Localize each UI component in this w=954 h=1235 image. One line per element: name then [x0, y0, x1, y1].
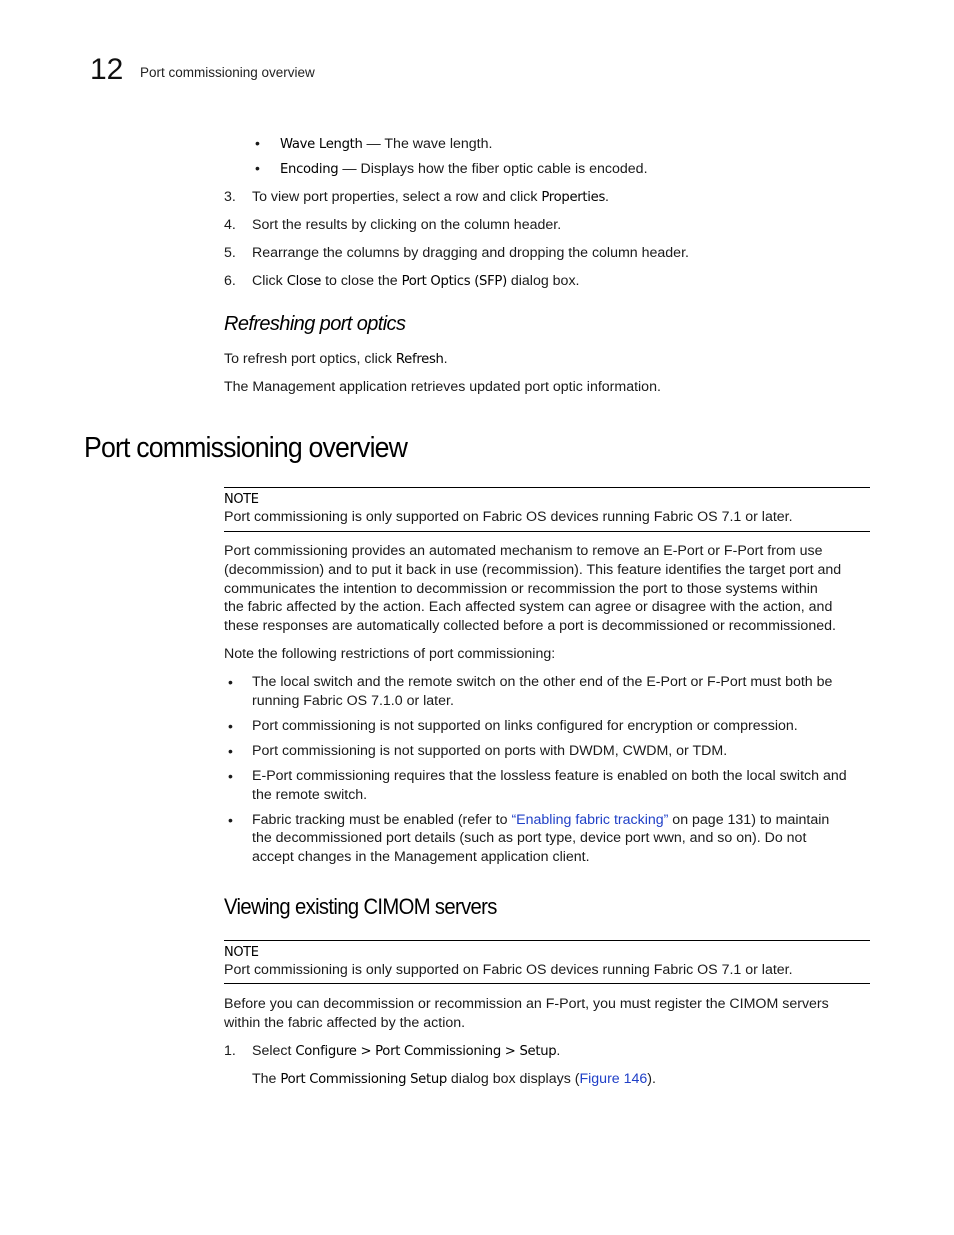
chapter-number: 12 — [90, 53, 124, 86]
running-title: Port commissioning overview — [140, 65, 315, 80]
text: to close the — [321, 273, 402, 289]
term: Encoding — [280, 162, 339, 177]
step-number: 3. — [224, 189, 236, 205]
text: . — [605, 189, 609, 205]
step-number: 5. — [224, 245, 236, 261]
ui-term: Close — [286, 274, 322, 289]
bullet-dot: • — [228, 674, 233, 690]
note-label: NOTE — [224, 492, 259, 507]
text: ). — [647, 1071, 656, 1087]
step-number: 6. — [224, 273, 236, 289]
cimom-paragraph-line: within the fabric affected by the action. — [224, 1015, 466, 1031]
text: . — [443, 351, 448, 367]
list-item-wave-length — [280, 135, 492, 154]
note-bottom-rule — [224, 531, 870, 532]
ui-term: Port Optics (SFP) — [401, 274, 507, 289]
overview-paragraph-line: these responses are automatically collected before a port is decommissioned or recommissioned. — [224, 618, 836, 634]
bullet-dot: • — [228, 718, 233, 734]
page-title: Port commissioning overview — [84, 432, 408, 464]
note-top-rule — [224, 487, 870, 488]
text: To refresh port optics, click — [224, 351, 396, 367]
overview-paragraph-line: communicates the intention to decommission or recommission the port to those systems within — [224, 581, 818, 597]
bullet-dot: • — [228, 812, 233, 828]
note-text: Port commissioning is only supported on Fabric OS devices running Fabric OS 7.1 or later. — [224, 509, 793, 525]
enabling-fabric-tracking-link[interactable]: “Enabling fabric tracking” — [511, 812, 669, 828]
text: dialog box. — [506, 273, 580, 289]
note-label: NOTE — [224, 945, 259, 960]
term: Wave Length — [280, 137, 363, 152]
refresh-paragraph — [224, 350, 448, 369]
text: — Displays how the fiber optic cable is encoded. — [338, 161, 648, 177]
text: dialog box displays ( — [446, 1071, 580, 1087]
overview-paragraph-line: Port commissioning provides an automated mechanism to remove an E-Port or F-Port from use — [224, 543, 823, 559]
bullet-dot: • — [255, 135, 260, 151]
overview-paragraph-line: the fabric affected by the action. Each affected system can agree or disagree with the action, and — [224, 599, 833, 615]
restriction-1-line: running Fabric OS 7.1.0 or later. — [252, 693, 454, 709]
ui-term: Properties — [541, 190, 606, 205]
overview-paragraph-line: (decommission) and to put it back in use (recommission). This feature identifies the target port and — [224, 562, 842, 578]
list-item-encoding — [280, 160, 648, 179]
ui-term: Refresh — [395, 352, 444, 367]
note-text: Port commissioning is only supported on Fabric OS devices running Fabric OS 7.1 or later. — [224, 962, 793, 978]
restriction-4-line: the remote switch. — [252, 787, 368, 803]
text: — The wave length. — [362, 136, 493, 152]
step-number: 4. — [224, 217, 236, 233]
step-6 — [252, 272, 580, 291]
step-number: 1. — [224, 1043, 236, 1059]
bullet-dot: • — [255, 160, 260, 176]
step-5: Rearrange the columns by dragging and dropping the column header. — [252, 245, 689, 261]
restriction-2: Port commissioning is not supported on links configured for encryption or compression. — [252, 718, 798, 734]
restrictions-intro: Note the following restrictions of port commissioning: — [224, 646, 556, 662]
text: Fabric tracking must be enabled (refer to — [252, 812, 512, 828]
text: The — [252, 1071, 281, 1087]
section-heading-refresh: Refreshing port optics — [224, 313, 406, 335]
menu-path: Configure > Port Commissioning > Setup — [295, 1044, 557, 1059]
ui-term: Port Commissioning Setup — [280, 1072, 447, 1087]
bullet-dot: • — [228, 743, 233, 759]
note-bottom-rule — [224, 983, 870, 984]
text: Click — [252, 273, 287, 289]
text: To view port properties, select a row and click — [252, 189, 542, 205]
cimom-step-1-result — [252, 1070, 656, 1089]
cimom-paragraph-line: Before you can decommission or recommission an F-Port, you must register the CIMOM servers — [224, 996, 829, 1012]
restriction-3: Port commissioning is not supported on ports with DWDM, CWDM, or TDM. — [252, 743, 728, 759]
figure-146-link[interactable]: Figure 146 — [579, 1071, 648, 1087]
text: Select — [252, 1043, 296, 1059]
restriction-1-line: The local switch and the remote switch on the other end of the E-Port or F-Port must both be — [252, 674, 833, 690]
restriction-5-line: the decommissioned port details (such as port type, device port wwn, and so on). Do not — [252, 830, 807, 846]
cimom-step-1 — [252, 1042, 560, 1061]
restriction-5-line: accept changes in the Management application client. — [252, 849, 590, 865]
restriction-5-line — [252, 811, 829, 830]
note-top-rule — [224, 940, 870, 941]
section-heading-cimom: Viewing existing CIMOM servers — [224, 894, 497, 919]
text: . — [556, 1043, 561, 1059]
refresh-result-paragraph: The Management application retrieves updated port optic information. — [224, 379, 661, 395]
step-4: Sort the results by clicking on the column header. — [252, 217, 562, 233]
step-3 — [252, 188, 609, 207]
restriction-4-line: E-Port commissioning requires that the lossless feature is enabled on both the local switch and — [252, 768, 847, 784]
text: on page 131) to maintain — [668, 812, 830, 828]
bullet-dot: • — [228, 768, 233, 784]
